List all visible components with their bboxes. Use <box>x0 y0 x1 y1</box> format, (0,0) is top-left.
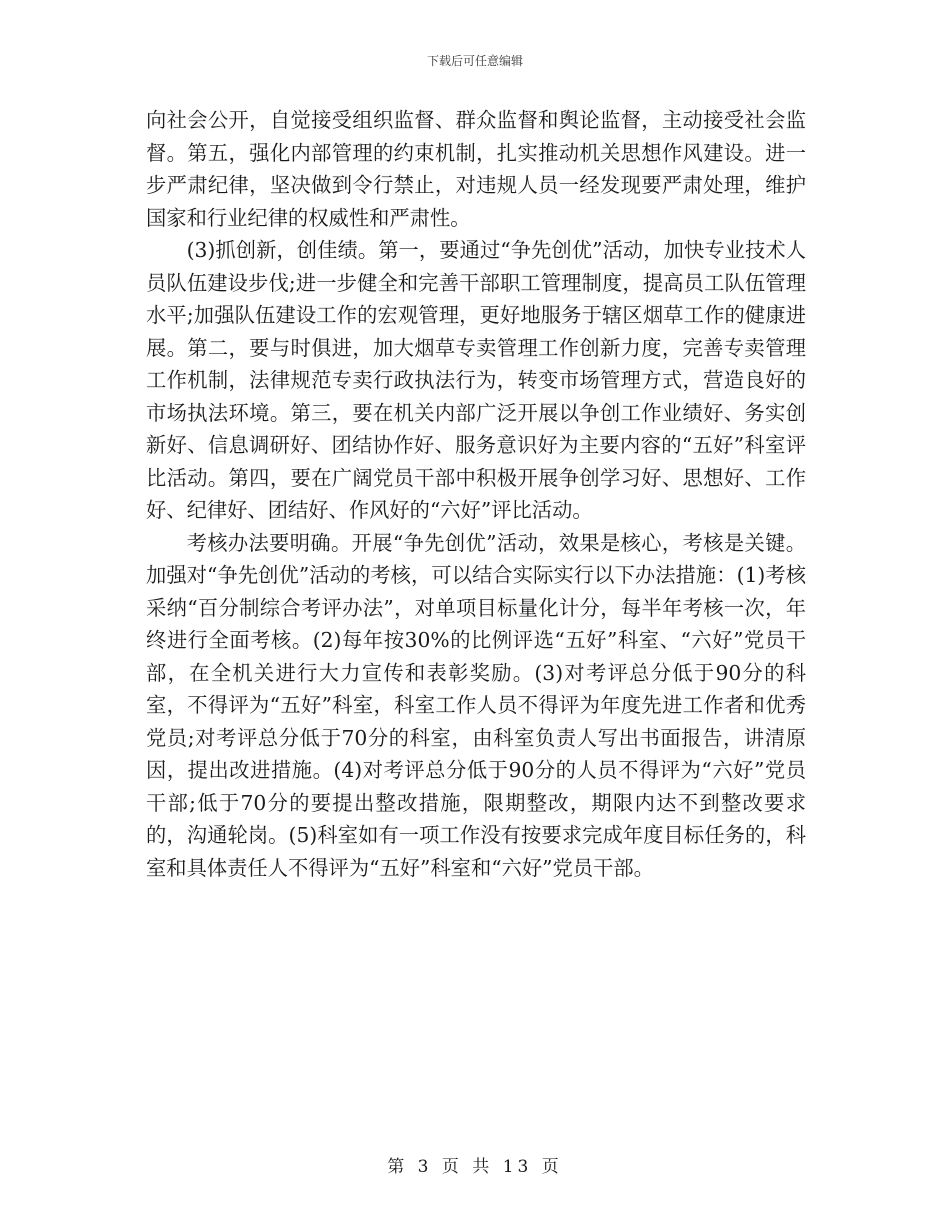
paragraph-assessment: 考核办法要明确。开展“争先创优”活动，效果是核心，考核是关键。加强对“争先创优”活动的考核，可以结合实际实行以下办法措施：(1)考核采纳“百分制综合考评办法”，对单项目标量化计分，每半年考核一次，年终进行全面考核。(2)每年按30%的比例评选“五好”科室、“六好”党员干部，在全机关进行大力宣传和表彰奖励。(3)对考评总分低于90分的科室，不得评为“五好”科室，科室工作人员不得评为年度先进工作者和优秀党员;对考评总分低于70分的科室，由科室负责人写出书面报告，讲清原因，提出改进措施。(4)对考评总分低于90分的人员不得评为“六好”党员干部;低于70分的要提出整改措施，限期整改，期限内达不到整改要求的，沟通轮岗。(5)科室如有一项工作没有按要求完成年度目标任务的，科室和具体责任人不得评为“五好”科室和“六好”党员干部。 <box>146 530 806 880</box>
page-number-footer: 第 3 页 共 13 页 <box>387 1157 563 1177</box>
page-header-note: 下载后可任意编辑 <box>426 54 523 68</box>
document-body <box>146 104 806 884</box>
paragraph-continuation: 向社会公开，自觉接受组织监督、群众监督和舆论监督，主动接受社会监督。第五，强化内部管理的约束机制，扎实推动机关思想作风建设。进一步严肃纪律，坚决做到令行禁止，对违规人员一经发现要严肃处理，维护国家和行业纪律的权威性和严肃性。 <box>146 108 806 230</box>
paragraph-innovation: (3)抓创新，创佳绩。第一，要通过“争先创优”活动，加快专业技术人员队伍建设步伐;进一步健全和完善干部职工管理制度，提高员工队伍管理水平;加强队伍建设工作的宏观管理，更好地服务于辖区烟草工作的健康进展。第二，要与时俱进，加大烟草专卖管理工作创新力度，完善专卖管理工作机制，法律规范专卖行政执法行为，转变市场管理方式，营造良好的市场执法环境。第三，要在机关内部广泛开展以争创工作业绩好、务实创新好、信息调研好、团结协作好、服务意识好为主要内容的“五好”科室评比活动。第四，要在广阔党员干部中积极开展争创学习好、思想好、工作好、纪律好、团结好、作风好的“六好”评比活动。 <box>146 238 806 522</box>
